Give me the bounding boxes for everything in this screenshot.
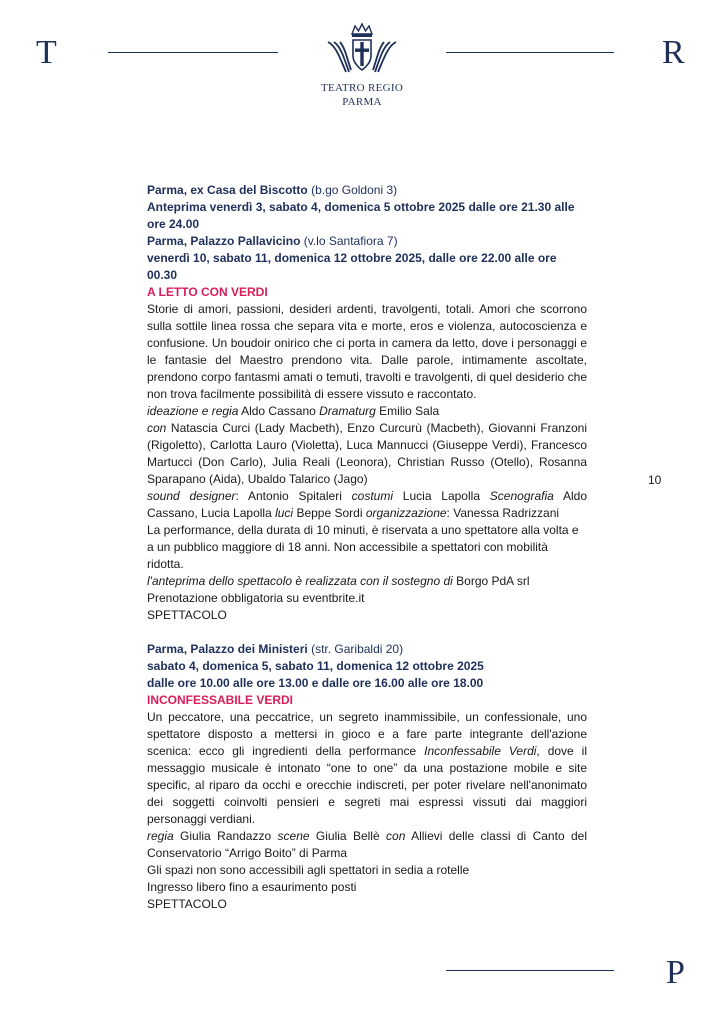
event1-description: Storie di amori, passioni, desideri ardenti, travolgenti, totali. Amori che scorrono sulla sottile linea rossa che separa vita e morte, eros e violenza, autocoscienza e confusione. Un boudoir onirico che ci porta in camera da letto, dove i personaggi e le fantasie del Maestro prendono vita. Dalle parole, intimamente ascoltate, prendono corpo fantasmi amati o temuti, travolti e travolgenti, di quel desiderio che non trova facilmente possibilità di essere vissuto e raccontato.	[147, 302, 587, 401]
event1-venue1	[147, 182, 587, 199]
sponsor-name: Borgo PdA srl	[452, 574, 530, 588]
event2-title: INCONFESSABILE VERDI	[147, 693, 294, 707]
logo-text-line2: PARMA	[342, 96, 382, 108]
description-text: Un peccatore, una peccatrice, un segreto inammissibile, un confessionale, uno spettatore disposto a mettersi in gioco e a fare parte integrante dell'azione scenica: ecco gli ingredienti della performance	[147, 710, 587, 758]
event2-venue	[147, 641, 587, 658]
credit-label: sound designer	[147, 489, 236, 503]
event1-note: La performance, della durata di 10 minuti, è riservata a uno spettatore alla volta e a un pubblico maggiore di 18 anni. Non accessibile a spettatori con mobilità ridotta.	[147, 523, 579, 571]
event1-dates1: Anteprima venerdì 3, sabato 4, domenica 5 ottobre 2025 dalle ore 21.30 alle ore 24.00	[147, 200, 575, 231]
credit-value: : Vanessa Radrizzani	[446, 506, 560, 520]
event1-sponsor	[147, 573, 587, 590]
credit-label: Dramaturg	[319, 404, 376, 418]
event1-credits-cast	[147, 420, 587, 488]
credit-value: Aldo Cassano	[238, 404, 320, 418]
credit-label: costumi	[351, 489, 393, 503]
theatre-logo	[312, 22, 412, 109]
event2-dates: sabato 4, domenica 5, sabato 11, domenica 12 ottobre 2025	[147, 659, 484, 673]
venue-name: Parma, ex Casa del Biscotto	[147, 183, 308, 197]
event1-booking: Prenotazione obbligatoria su eventbrite.it	[147, 591, 365, 605]
credit-value: Natascia Curci (Lady Macbeth), Enzo Curcurù (Macbeth), Giovanni Franzoni (Rigoletto), Carlotta Lauro (Violetta), Luca Mannucci (Giuseppe Verdi), Francesco Martucci (Don Carlo), Julia Reali (Leonora), Christian Russo (Otello), Rosanna Sparapano (Aida), Ubaldo Talarico (Jago)	[147, 421, 587, 486]
credit-value: Emilio Sala	[375, 404, 440, 418]
credit-label: con	[147, 421, 167, 435]
credit-value: Giulia Bellè	[309, 829, 387, 843]
event1-dates2: venerdì 10, sabato 11, domenica 12 ottobre 2025, dalle ore 22.00 alle ore 00.30	[147, 251, 557, 282]
credit-label: luci	[275, 506, 294, 520]
header-letter-right: R	[662, 34, 685, 71]
venue-address: (b.go Goldoni 3)	[307, 183, 398, 197]
credit-value: Lucia Lapolla	[393, 489, 490, 503]
credit-value: Beppe Sordi	[293, 506, 366, 520]
credit-label: regia	[147, 829, 174, 843]
header-letter-left: T	[36, 34, 57, 71]
venue-name: Parma, Palazzo dei Ministeri	[147, 642, 308, 656]
venue-address: (v.lo Santafiora 7)	[300, 234, 398, 248]
venue-address: (str. Garibaldi 20)	[307, 642, 404, 656]
event1-credits-direction	[147, 403, 587, 420]
event1-category: SPETTACOLO	[147, 608, 227, 622]
event1-credits-crew	[147, 488, 587, 522]
footer-rule	[446, 970, 614, 971]
event2-times: dalle ore 10.00 alle ore 13.00 e dalle ore 16.00 alle ore 18.00	[147, 676, 484, 690]
page-body	[147, 182, 587, 913]
event2-category: SPETTACOLO	[147, 897, 227, 911]
credit-value: Giulia Randazzo	[173, 829, 278, 843]
sponsor-label: l'anteprima dello spettacolo è realizzata con il sostegno di	[147, 574, 453, 588]
credit-value: Aldo Cassano, Lucia Lapolla	[147, 489, 587, 520]
page-number: 10	[648, 473, 662, 487]
credit-label: con	[386, 829, 406, 843]
event2-credits	[147, 828, 587, 862]
event1-venue2	[147, 233, 587, 250]
footer-letter: P	[666, 954, 685, 991]
credit-value: Allievi delle classi di Canto del Conservatorio “Arrigo Boito” di Parma	[147, 829, 587, 860]
event2-accessibility: Gli spazi non sono accessibili agli spettatori in sedia a rotelle	[147, 863, 470, 877]
description-text: , dove il messaggio musicale è intonato “one to one” da una postazione mobile e site specific, al riparo da occhi e orecchie indiscreti, per poter rivelare nell'anonimato dei soggetti coinvolti pensieri e segreti mai espressi vissuti dai maggiori personaggi verdiani.	[147, 744, 588, 826]
logo-text-line1: TEATRO REGIO	[320, 82, 404, 94]
event1-title: A LETTO CON VERDI	[147, 285, 268, 299]
credit-value: : Antonio Spitaleri	[235, 489, 352, 503]
header-rule-left	[108, 52, 278, 53]
credit-label: scene	[277, 829, 310, 843]
event2-entry: Ingresso libero fino a esaurimento posti	[147, 880, 357, 894]
header-rule-right	[446, 52, 614, 53]
event2-description	[147, 709, 587, 828]
credit-label: ideazione e regia	[147, 404, 239, 418]
credit-label: Scenografia	[489, 489, 554, 503]
description-title: Inconfessabile Verdi	[424, 744, 537, 758]
venue-name: Parma, Palazzo Pallavicino	[147, 234, 301, 248]
credit-label: organizzazione	[365, 506, 447, 520]
crown-crest-icon	[324, 22, 400, 76]
